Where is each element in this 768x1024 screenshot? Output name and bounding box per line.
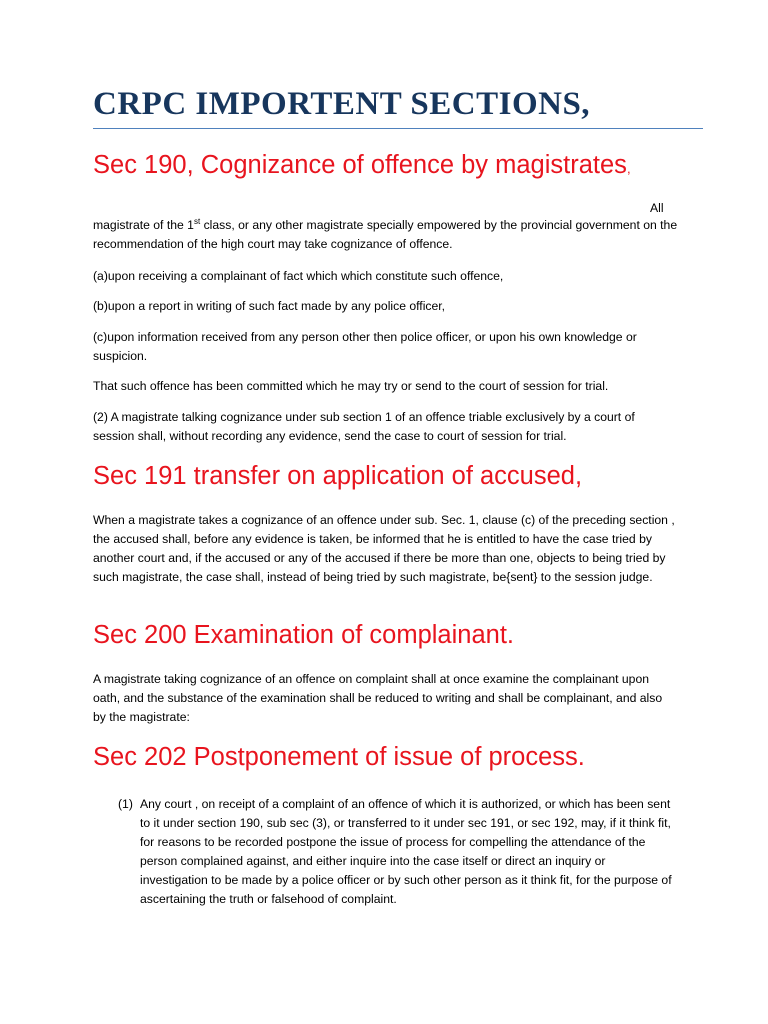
sec190-clause-b: (b)upon a report in writing of such fact made by any police officer,	[93, 299, 446, 313]
sec190-heading-comma: ,	[626, 161, 631, 176]
sec190-subsection-2: (2) A magistrate talking cognizance under sub section 1 of an offence triable exclusively by a court of session shall, without recording any evidence, send the case to court of session for trial.	[93, 410, 635, 443]
sec200-para-1: A magistrate taking cognizance of an offence on complaint shall at once examine the complainant upon oath, and the substance of the examination shall be reduced to writing and shall be complainant, and also by the magistrate:	[93, 672, 663, 724]
sec190-conclusion: That such offence has been committed which he may try or send to the court of session for trial.	[93, 379, 609, 393]
title-underline	[93, 128, 703, 129]
sec190-para-1-start: magistrate of the 1	[93, 218, 194, 232]
sec202-item-1-text: Any court , on receipt of a complaint of an offence of which it is authorized, or which has been sent to it under section 190, sub sec (3), or transferred to it under sec 191, or sec 192, may, if it think fit, for reasons to be recorded postpone the issue of process for compelling the attendance of the person complained against, and either inquire into the case itself or direct an inquiry or investigation to be made by a police officer or by such other person as it think fit, for the purpose of ascertaining the truth or falsehood of complaint.	[140, 797, 672, 906]
sec191-para-1: When a magistrate takes a cognizance of an offence under sub. Sec. 1, clause (c) of the preceding section , the accused shall, before any evidence is taken, be informed that he is entitled to have the case tried by another court and, if the accused or any of the accused if there be more than one, objects to being tried by such magistrate, the case shall, instead of being tried by such magistrate, be{sent} to the session judge.	[93, 513, 675, 584]
sec202-item-1-number: (1)	[118, 797, 133, 811]
sec190-heading	[93, 151, 631, 180]
sec190-para-1-rest: class, or any other magistrate specially empowered by the provincial government on the recommendation of the high court may take cognizance of offence.	[93, 218, 678, 251]
sec190-para-1	[93, 216, 678, 254]
sec190-all-text: All	[650, 201, 664, 215]
sec190-clause-a: (a)upon receiving a complainant of fact which which constitute such offence,	[93, 269, 504, 283]
sec191-heading: Sec 191 transfer on application of accused,	[93, 462, 583, 490]
sec202-heading: Sec 202 Postponement of issue of process.	[93, 743, 585, 771]
document-title: CRPC IMPORTENT SECTIONS,	[93, 86, 591, 122]
ordinal-superscript: st	[193, 216, 201, 226]
sec200-heading: Sec 200 Examination of complainant.	[93, 621, 514, 649]
sec190-heading-text: Sec 190, Cognizance of offence by magistrates	[93, 151, 627, 179]
sec190-clause-c: (c)upon information received from any person other then police officer, or upon his own knowledge or suspicion.	[93, 330, 637, 363]
